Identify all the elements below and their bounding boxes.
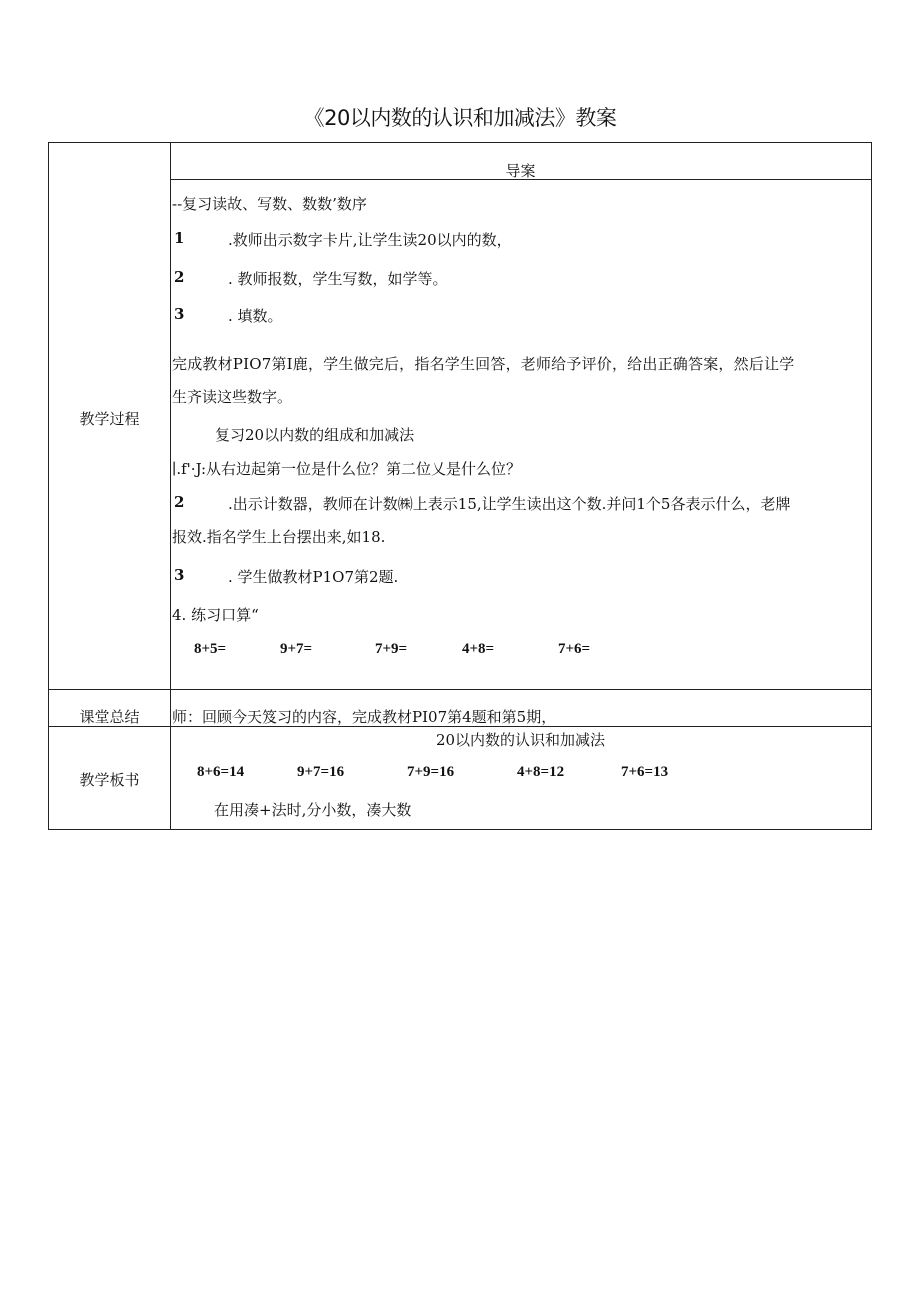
drill-expression: 7+6= xyxy=(558,641,591,657)
item-number: 3 xyxy=(174,566,185,584)
item-number: 3 xyxy=(174,305,185,323)
board-title: 20以内数的认识和加减法 xyxy=(435,731,606,749)
item-text: 4. 练习口算“ xyxy=(172,606,259,624)
item-text: 报效.指名学生上台摆出来,如18. xyxy=(172,528,386,546)
process-section-review-reading: --复习读故、写数、数数’数序 xyxy=(172,195,367,213)
item-text: .出示计数器，教师在计数㈱上表示15,让学生读出这个数.并问1个5各表示什么，老牌 xyxy=(228,495,791,513)
drill-expression: 7+9= xyxy=(375,641,408,657)
item-text: . 学生做教材P1O7第2题. xyxy=(228,568,399,586)
row-label-summary: 课堂总结 xyxy=(79,708,140,726)
process-cell xyxy=(172,180,871,688)
board-equation: 7+9=16 xyxy=(407,764,455,780)
board-equation: 7+6=13 xyxy=(621,764,669,780)
item-number: 2 xyxy=(174,268,185,286)
row-label-board: 教学板书 xyxy=(79,771,140,789)
drill-expression: 4+8= xyxy=(462,641,495,657)
item-text: ∣.f'·J:从右边起第一位是什么位？第二位乂是什么位？ xyxy=(172,460,522,478)
board-equation: 9+7=16 xyxy=(297,764,345,780)
item-text: . 教师报数，学生写数，如学等。 xyxy=(228,270,448,288)
row-label-process: 教学过程 xyxy=(79,410,140,428)
process-section-review-composition: 复习20以内数的组成和加减法 xyxy=(215,426,415,444)
drill-expression: 8+5= xyxy=(194,641,227,657)
row-divider-1 xyxy=(49,689,871,690)
item-text: . 填数。 xyxy=(228,307,283,325)
header-cell: 导案 xyxy=(505,162,536,180)
summary-text: 师：回顾今天笈习的内容，完成教材PI07第4题和第5期， xyxy=(172,708,557,726)
paragraph-line: 完成教材PIO7第I鹿，学生做完后，指名学生回答，老师给予评价，给出正确答案，然后让学 xyxy=(172,355,795,373)
lesson-plan-table xyxy=(48,142,872,830)
item-number: 1 xyxy=(174,229,185,247)
board-equation: 4+8=12 xyxy=(517,764,565,780)
paragraph-line: 生齐读这些数字。 xyxy=(172,388,293,406)
item-text: .救师出示数字卡片,让学生读20以内的数， xyxy=(228,231,512,249)
item-number: 2 xyxy=(174,493,185,511)
document-title: 《20以内数的认识和加减法》教案 xyxy=(303,106,617,130)
board-equation: 8+6=14 xyxy=(197,764,245,780)
board-note: 在用凑+法时,分小数，凑大数 xyxy=(214,801,412,819)
drill-expression: 9+7= xyxy=(280,641,313,657)
